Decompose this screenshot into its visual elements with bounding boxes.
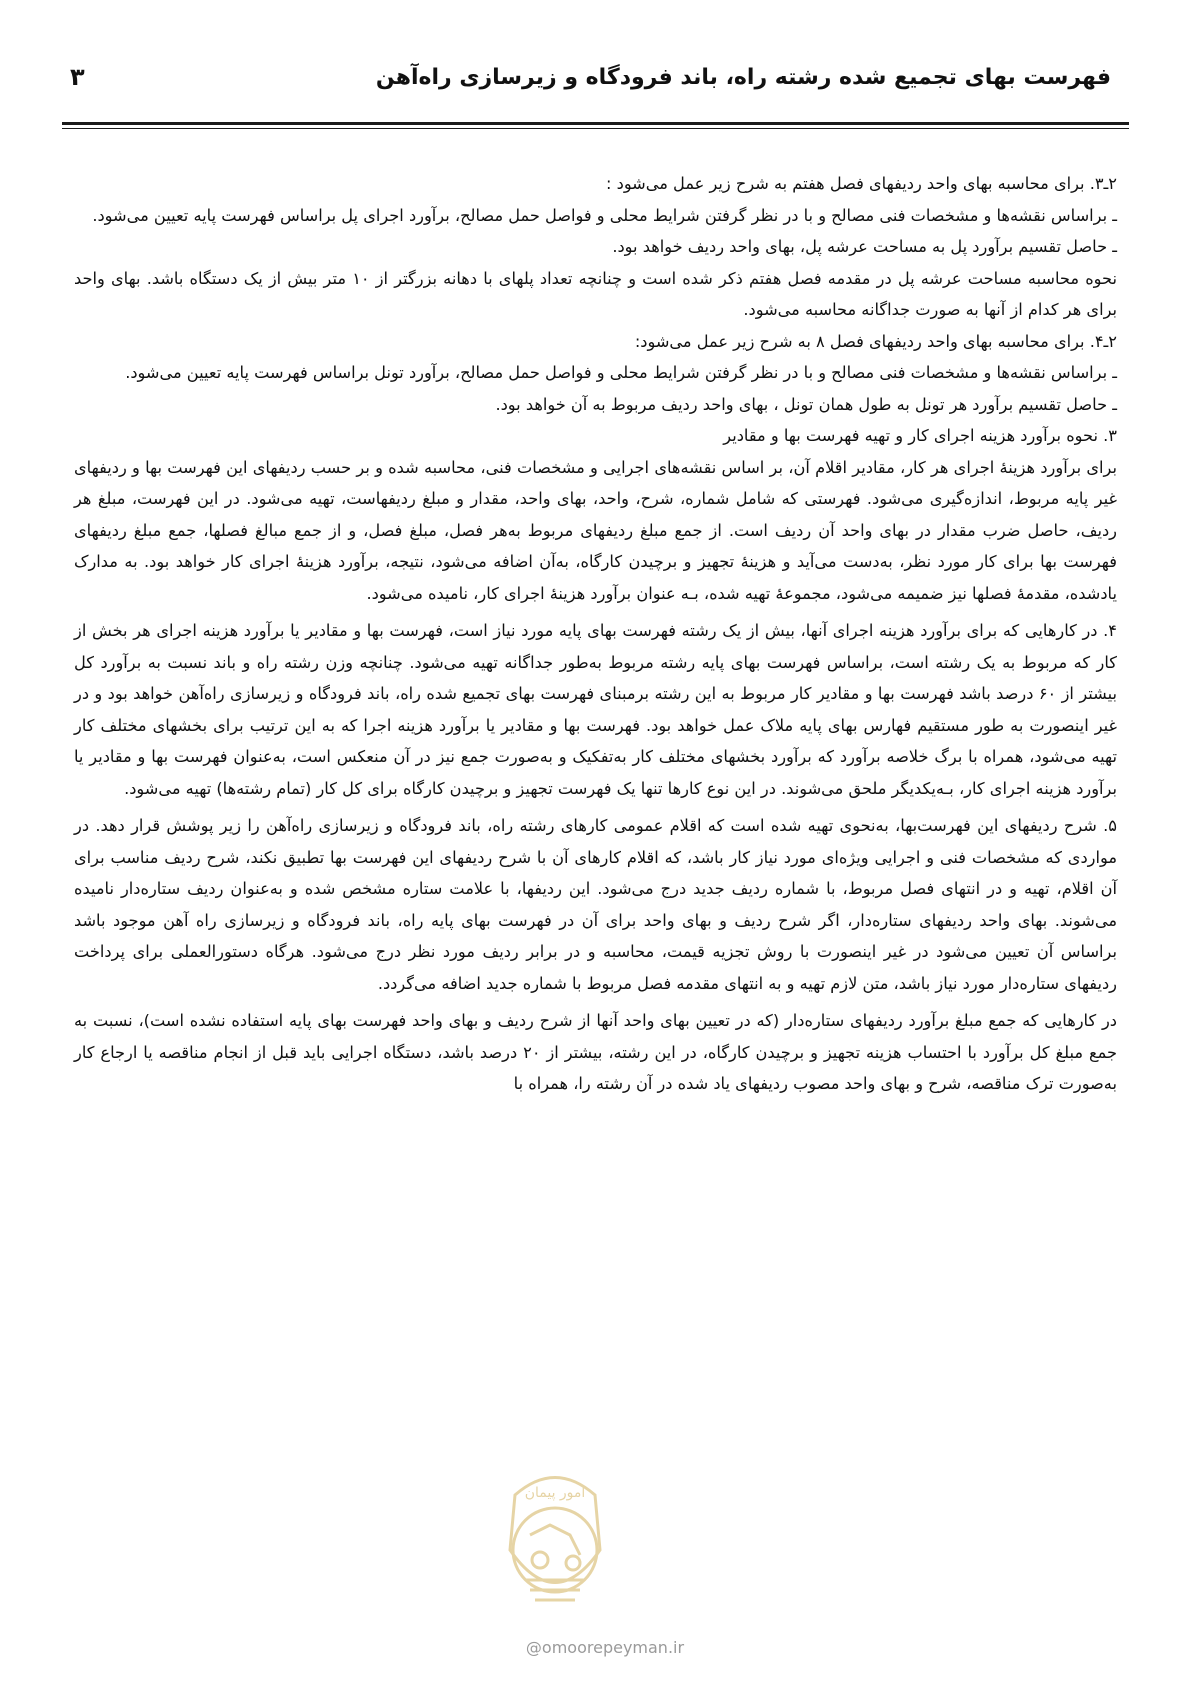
paragraph-section-5: ۵. شرح ردیفهای این فهرست‌بها، به‌نحوی تهیه شده است که اقلام عمومی کارهای رشته راه، باند فرودگاه و زیرسازی راه‌آهن را زیر پوشش قرار دهد. در مواردی که مشخصات فنی و اجرایی ویژه‌ای مورد نیاز کار باشد، که اقلام کارهای آن با شرح ردیفهای این فهرست بها تطبیق نکند، شرح ردیف مناسب برای آن اقلام، تهیه و در انتهای فصل مربوط، با شماره ردیف جدید درج می‌شود. این ردیفها، با علامت ستاره مشخص شده و به‌عنوان ردیف ستاره‌دار نامیده می‌شوند. بهای واحد ردیفهای ستاره‌دار، اگر شرح ردیف و بهای واحد برای آن در فهرست بهای پایه راه، باند فرودگاه و زیرسازی راه آهن موجود باشد براساس آن تعیین می‌شود در غیر اینصورت با روش تجزیه قیمت، محاسبه و در برابر ردیف مورد نظر درج می‌شود. هرگاه دستورالعملی برای پرداخت ردیفهای ستاره‌دار مورد نیاز باشد، متن لازم تهیه و به انتهای مقدمه فصل مربوط با شماره جدید اضافه می‌گردد. — [74, 816, 1117, 993]
paragraph-2-3-item-2: ـ حاصل تقسیم برآورد پل به مساحت عرشه پل، بهای واحد ردیف خواهد بود. — [612, 237, 1117, 256]
paragraph-2-4-item-1: ـ براساس نقشه‌ها و مشخصات فنی مصالح و با در نظر گرفتن شرایط محلی و فواصل حمل مصالح، برآورد تونل براساس فهرست پایه تعیین می‌شود. — [125, 363, 1117, 382]
section-3-heading: ۳. نحوه برآورد هزینه اجرای کار و تهیه فهرست بها و مقادیر — [723, 426, 1117, 445]
watermark: @omoorepeyman.ir — [525, 1638, 685, 1657]
paragraph-2-4-item-2: ـ حاصل تقسیم برآورد هر تونل به طول همان تونل ، بهای واحد ردیف مربوط به آن خواهد بود. — [495, 394, 1117, 414]
paragraph-deck-area-note: نحوه محاسبه مساحت عرشه پل در مقدمه فصل هفتم ذکر شده است و چنانچه تعداد پلهای با دهانه بزرگتر از ۱۰ متر بیش از یک دستگاه باشد. بهای واحد برای هر کدام از آنها به صورت جداگانه محاسبه می‌شود. — [74, 268, 1117, 319]
paragraph-2-3-heading: ۲ـ۳. برای محاسبه بهای واحد ردیفهای فصل هفتم به شرح زیر عمل می‌شود : — [606, 174, 1117, 193]
paragraph-section-4: ۴. در کارهایی که برای برآورد هزینه اجرای آنها، بیش از یک رشته فهرست بهای پایه مورد نیاز است، فهرست بها و مقادیر یا برآورد هزینه اجرای هر بخش از کار که مربوط به یک رشته است، براساس فهرست بهای پایه رشته مربوط به‌طور جداگانه تهیه می‌شود. چنانچه وزن رشته راه و باند نسبت به برآورد کل بیشتر از ۶۰ درصد باشد فهرست بها و مقادیر کار مربوط به این رشته برمبنای فهرست بهای تجمیع شده راه، باند فرودگاه و زیرسازی راه‌آهن خواهد بود و در غیر اینصورت به طور مستقیم فهارس بهای پایه ملاک عمل خواهد بود. فهرست بها و مقادیر یا برآورد هزینه اجرا که به این ترتیب برای بخشهای مختلف کار تهیه می‌شود، همراه با برگ خلاصه برآورد که برآورد بخشهای مختلف کار به‌تفکیک و به‌صورت جمع نیز در آن منعکس است، به‌عنوان فهرست بها و مقادیر یا برآورد هزینه اجرای کار، بـه‌یکدیگر ملحق می‌شوند. در این نوع کارها تنها یک فهرست تجهیز و برچیدن کارگاه برای کل کار (تمام رشته‌ها) تهیه می‌شود. — [74, 621, 1117, 798]
paragraph-section-3: برای برآورد هزینهٔ اجرای هر کار، مقادیر اقلام آن، بر اساس نقشه‌های اجرایی و مشخصات فنی، محاسبه شده و بر حسب ردیفهای این فهرست بها و ردیفهای غیر پایه مربوط، اندازه‌گیری می‌شود. فهرستی که شامل شماره، شرح، واحد، بهای واحد، مقدار و مبلغ ردیفهاست، تهیه می‌شود. در این فهرست، مبلغ هر ردیف، حاصل ضرب مقدار در بهای واحد آن ردیف است. از جمع مبلغ ردیفهای مربوط به‌هر فصل، مبلغ فصل، و از جمع مبالغ فصلها، جمع مبلغ ردیفهای فهرست بها برای کار مورد نظر، به‌دست می‌آید و هزینهٔ تجهیز و برچیدن کارگاه، به‌آن اضافه می‌شود، نتیجه، برآورد هزینهٔ اجرای کار خواهد بود. به مدارک یادشده، مقدمهٔ فصلها نیز ضمیمه می‌شود، مجموعهٔ تهیه شده، بـه عنوان برآورد هزینهٔ اجرای کار، نامیده می‌شود. — [74, 457, 1117, 603]
stamp-lettering: امور پیمان — [524, 1485, 586, 1501]
header-rule-thin — [62, 128, 1129, 129]
paragraph-starred-items: در کارهایی که جمع مبلغ برآورد ردیفهای ستاره‌دار (که در تعیین بهای واحد آنها از شرح ردیف و بهای واحد فهرست بهای پایه استفاده نشده است)، نسبت به جمع مبلغ کل برآورد با احتساب هزینه تجهیز و برچیدن کارگاه، در این رشته، بیشتر از ۲۰ درصد باشد، دستگاه اجرایی باید قبل از انجام مناقصه یا ارجاع کار به‌صورت ترک مناقصه، شرح و بهای واحد مصوب ردیفهای یاد شده در آن رشته را، همراه با — [74, 1011, 1117, 1093]
page-header — [70, 52, 1111, 102]
document-body — [74, 168, 1117, 1100]
paragraph-2-4-heading: ۲ـ۴. برای محاسبه بهای واحد ردیفهای فصل ۸ به شرح زیر عمل می‌شود: — [634, 331, 1117, 351]
page-number: ۳ — [70, 63, 85, 91]
running-title: فهرست بهای تجمیع شده رشته راه، باند فرودگاه و زیرسازی راه‌آهن — [375, 64, 1111, 90]
header-rule-thick — [62, 122, 1129, 125]
paragraph-2-3-item-1: ـ براساس نقشه‌ها و مشخصات فنی مصالح و با در نظر گرفتن شرایط محلی و فواصل حمل مصالح، برآورد اجرای پل براساس فهرست پایه تعیین می‌شود. — [92, 205, 1117, 225]
seal-stamp-icon — [475, 1455, 635, 1630]
